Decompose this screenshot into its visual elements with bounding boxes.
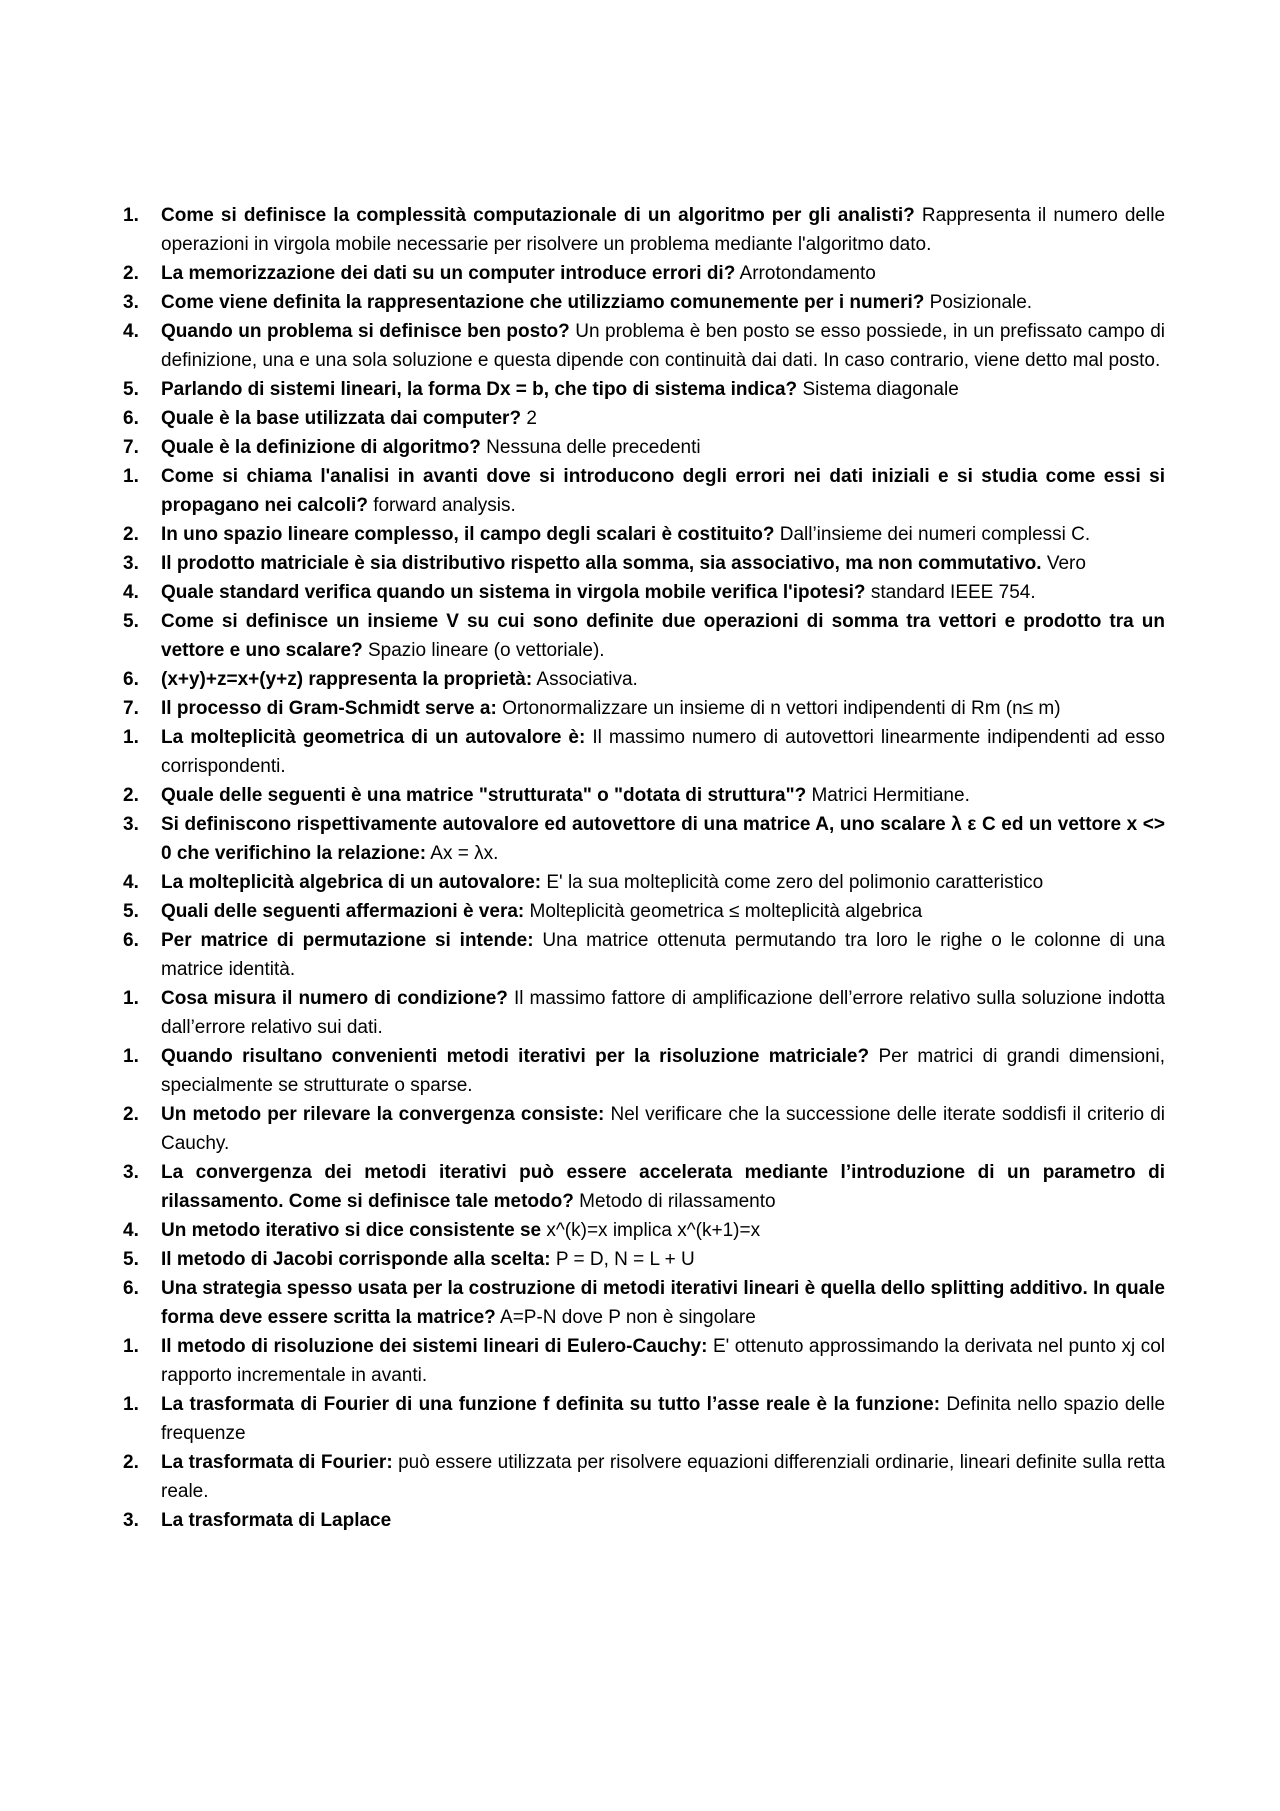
question-text: Parlando di sistemi lineari, la forma Dx = b, che tipo di sistema indica?	[161, 379, 798, 400]
item-text	[161, 984, 1165, 1042]
list-item	[123, 781, 1165, 810]
question-text: La molteplicità algebrica di un autovalore:	[161, 872, 542, 893]
item-text	[161, 375, 1165, 404]
question-text: Il prodotto matriciale è sia distributivo rispetto alla somma, sia associativo, ma non commutativo.	[161, 553, 1042, 574]
question-text: Quale è la definizione di algoritmo?	[161, 437, 481, 458]
item-number: 4.	[123, 582, 139, 603]
item-text	[161, 607, 1165, 665]
item-number: 7.	[123, 437, 139, 458]
item-number: 4.	[123, 872, 139, 893]
list-item	[123, 1390, 1165, 1448]
answer-text: P = D, N = L + U	[555, 1249, 695, 1270]
question-text: In uno spazio lineare complesso, il campo degli scalari è costituito?	[161, 524, 775, 545]
item-text	[161, 665, 1165, 694]
item-text	[161, 1332, 1165, 1390]
list-item	[123, 723, 1165, 781]
item-text	[161, 897, 1165, 926]
list-item	[123, 520, 1165, 549]
answer-text: standard IEEE 754.	[870, 582, 1036, 603]
item-text	[161, 201, 1165, 259]
item-text	[161, 810, 1165, 868]
item-text	[161, 868, 1165, 897]
question-text: La trasformata di Laplace	[161, 1510, 392, 1531]
answer-text: Ax = λx.	[430, 843, 499, 864]
question-text: La memorizzazione dei dati su un computer introduce errori di?	[161, 263, 736, 284]
item-number: 5.	[123, 611, 139, 632]
list-item	[123, 404, 1165, 433]
item-number: 2.	[123, 1452, 139, 1473]
question-text: Una strategia spesso usata per la costruzione di metodi iterativi lineari è quella dello splitting additivo. In quale forma deve essere scritta la matrice?	[161, 1278, 1165, 1328]
question-text: La trasformata di Fourier:	[161, 1452, 393, 1473]
list-item	[123, 1042, 1165, 1100]
item-text	[161, 1216, 1165, 1245]
question-text: Il processo di Gram-Schmidt serve a:	[161, 698, 497, 719]
question-text: (x+y)+z=x+(y+z) rappresenta la proprietà:	[161, 669, 533, 690]
answer-text: Rappresenta il numero delle operazioni in virgola mobile necessarie per risolvere un problema mediante l'algoritmo dato.	[161, 205, 1166, 255]
item-number: 5.	[123, 379, 139, 400]
item-text	[161, 520, 1165, 549]
answer-text: forward analysis.	[373, 495, 516, 516]
answer-text: Il massimo fattore di amplificazione dell’errore relativo sulla soluzione indotta dall’errore relativo sui dati.	[161, 988, 1165, 1038]
item-number: 3.	[123, 814, 139, 835]
question-text: La trasformata di Fourier di una funzione f definita su tutto l’asse reale è la funzione:	[161, 1394, 941, 1415]
item-text	[161, 1245, 1165, 1274]
item-number: 1.	[123, 1336, 139, 1357]
item-number: 6.	[123, 669, 139, 690]
item-text	[161, 694, 1165, 723]
question-text: Come si definisce un insieme V su cui sono definite due operazioni di somma tra vettori e prodotto tra un vettore e uno scalare?	[161, 611, 1165, 661]
item-text	[161, 433, 1165, 462]
list-item	[123, 375, 1165, 404]
item-number: 4.	[123, 1220, 139, 1241]
answer-text: Matrici Hermitiane.	[811, 785, 970, 806]
question-text: Per matrice di permutazione si intende:	[161, 930, 534, 951]
question-text: Si definiscono rispettivamente autovalore ed autovettore di una matrice A, uno scalare λ ε C ed un vettore x <> 0 che verifichino la relazione:	[161, 814, 1165, 864]
question-text: Un metodo iterativo si dice consistente se	[161, 1220, 542, 1241]
question-text: Quale standard verifica quando un sistema in virgola mobile verifica l'ipotesi?	[161, 582, 866, 603]
answer-text: Per matrici di grandi dimensioni, specialmente se strutturate o sparse.	[161, 1046, 1166, 1096]
answer-text: Metodo di rilassamento	[579, 1191, 776, 1212]
item-text	[161, 1274, 1165, 1332]
item-number: 3.	[123, 1510, 139, 1531]
answer-text: Nel verificare che la successione delle iterate soddisfi il criterio di Cauchy.	[161, 1104, 1166, 1154]
item-number: 1.	[123, 727, 139, 748]
question-text: Come si chiama l'analisi in avanti dove si introducono degli errori nei dati iniziali e si studia come essi si propagano nei calcoli?	[161, 466, 1165, 516]
item-number: 6.	[123, 408, 139, 429]
item-text	[161, 1100, 1165, 1158]
item-number: 3.	[123, 292, 139, 313]
list-item	[123, 607, 1165, 665]
answer-text: Il massimo numero di autovettori linearmente indipendenti ad esso corrispondenti.	[161, 727, 1165, 777]
item-number: 6.	[123, 1278, 139, 1299]
answer-text: Associativa.	[536, 669, 638, 690]
list-item	[123, 984, 1165, 1042]
question-text: La convergenza dei metodi iterativi può essere accelerata mediante l’introduzione di un parametro di rilassamento. Come si definisce tale metodo?	[161, 1162, 1165, 1212]
list-item	[123, 1158, 1165, 1216]
item-number: 1.	[123, 1046, 139, 1067]
list-item	[123, 926, 1165, 984]
list-item	[123, 897, 1165, 926]
item-number: 2.	[123, 524, 139, 545]
list-item	[123, 1332, 1165, 1390]
answer-text: E' la sua molteplicità come zero del polimonio caratteristico	[546, 872, 1044, 893]
item-text	[161, 404, 1165, 433]
item-number: 6.	[123, 930, 139, 951]
answer-text: può essere utilizzata per risolvere equazioni differenziali ordinarie, lineari definite sulla retta reale.	[161, 1452, 1166, 1502]
item-number: 3.	[123, 553, 139, 574]
item-text	[161, 1390, 1165, 1448]
answer-text: Un problema è ben posto se esso possiede, in un prefissato campo di definizione, una e una sola soluzione e questa dipende con continuità dai dati. In caso contrario, viene detto mal posto.	[161, 321, 1166, 371]
answer-text: Molteplicità geometrica ≤ molteplicità algebrica	[529, 901, 923, 922]
list-item	[123, 694, 1165, 723]
answer-text: A=P-N dove P non è singolare	[500, 1307, 756, 1328]
item-text	[161, 723, 1165, 781]
list-item	[123, 317, 1165, 375]
list-item	[123, 810, 1165, 868]
item-text	[161, 1042, 1165, 1100]
question-text: Quando risultano convenienti metodi iterativi per la risoluzione matriciale?	[161, 1046, 870, 1067]
list-item	[123, 868, 1165, 897]
question-text: Quando un problema si definisce ben posto?	[161, 321, 570, 342]
question-text: Il metodo di Jacobi corrisponde alla scelta:	[161, 1249, 551, 1270]
list-item	[123, 1448, 1165, 1506]
item-number: 5.	[123, 1249, 139, 1270]
answer-text: Posizionale.	[929, 292, 1033, 313]
answer-text: Nessuna delle precedenti	[486, 437, 701, 458]
item-number: 1.	[123, 1394, 139, 1415]
item-number: 1.	[123, 205, 139, 226]
question-text: Quali delle seguenti affermazioni è vera:	[161, 901, 525, 922]
item-text	[161, 578, 1165, 607]
question-text: Quale delle seguenti è una matrice "strutturata" o "dotata di struttura"?	[161, 785, 807, 806]
item-number: 7.	[123, 698, 139, 719]
item-text	[161, 317, 1165, 375]
item-number: 1.	[123, 466, 139, 487]
item-text	[161, 926, 1165, 984]
question-text: La molteplicità geometrica di un autovalore è:	[161, 727, 586, 748]
list-item	[123, 1216, 1165, 1245]
answer-text: Definita nello spazio delle frequenze	[161, 1394, 1166, 1444]
item-number: 4.	[123, 321, 139, 342]
answer-text: x^(k)=x implica x^(k+1)=x	[546, 1220, 761, 1241]
item-number: 5.	[123, 901, 139, 922]
question-text: Cosa misura il numero di condizione?	[161, 988, 508, 1009]
list-item	[123, 1100, 1165, 1158]
question-text: Un metodo per rilevare la convergenza consiste:	[161, 1104, 605, 1125]
item-text	[161, 1448, 1165, 1506]
list-item	[123, 549, 1165, 578]
answer-text: Una matrice ottenuta permutando tra loro le righe o le colonne di una matrice identità.	[161, 930, 1165, 980]
answer-text: Vero	[1046, 553, 1086, 574]
list-item	[123, 665, 1165, 694]
list-item	[123, 1245, 1165, 1274]
list-item	[123, 288, 1165, 317]
list-item	[123, 578, 1165, 607]
answer-text: Arrotondamento	[739, 263, 876, 284]
question-list	[123, 201, 1165, 1535]
answer-text: Sistema diagonale	[802, 379, 959, 400]
answer-text: E' ottenuto approssimando la derivata nel punto xj col rapporto incrementale in avanti.	[161, 1336, 1166, 1386]
list-item	[123, 259, 1165, 288]
list-item	[123, 433, 1165, 462]
item-text	[161, 549, 1165, 578]
answer-text: Ortonormalizzare un insieme di n vettori indipendenti di Rm (n≤ m)	[502, 698, 1061, 719]
item-number: 2.	[123, 263, 139, 284]
item-text	[161, 1506, 1165, 1535]
item-number: 3.	[123, 1162, 139, 1183]
list-item	[123, 462, 1165, 520]
answer-text: 2	[526, 408, 537, 429]
question-text: Come viene definita la rappresentazione che utilizziamo comunemente per i numeri?	[161, 292, 925, 313]
item-text	[161, 462, 1165, 520]
answer-text: Dall’insieme dei numeri complessi C.	[779, 524, 1091, 545]
question-text: Come si definisce la complessità computazionale di un algoritmo per gli analisti?	[161, 205, 915, 226]
item-text	[161, 259, 1165, 288]
item-text	[161, 781, 1165, 810]
item-number: 2.	[123, 1104, 139, 1125]
item-text	[161, 1158, 1165, 1216]
item-number: 2.	[123, 785, 139, 806]
list-item	[123, 201, 1165, 259]
list-item	[123, 1506, 1165, 1535]
item-number: 1.	[123, 988, 139, 1009]
question-text: Il metodo di risoluzione dei sistemi lineari di Eulero-Cauchy:	[161, 1336, 708, 1357]
question-text: Quale è la base utilizzata dai computer?	[161, 408, 522, 429]
item-text	[161, 288, 1165, 317]
list-item	[123, 1274, 1165, 1332]
answer-text: Spazio lineare (o vettoriale).	[367, 640, 605, 661]
